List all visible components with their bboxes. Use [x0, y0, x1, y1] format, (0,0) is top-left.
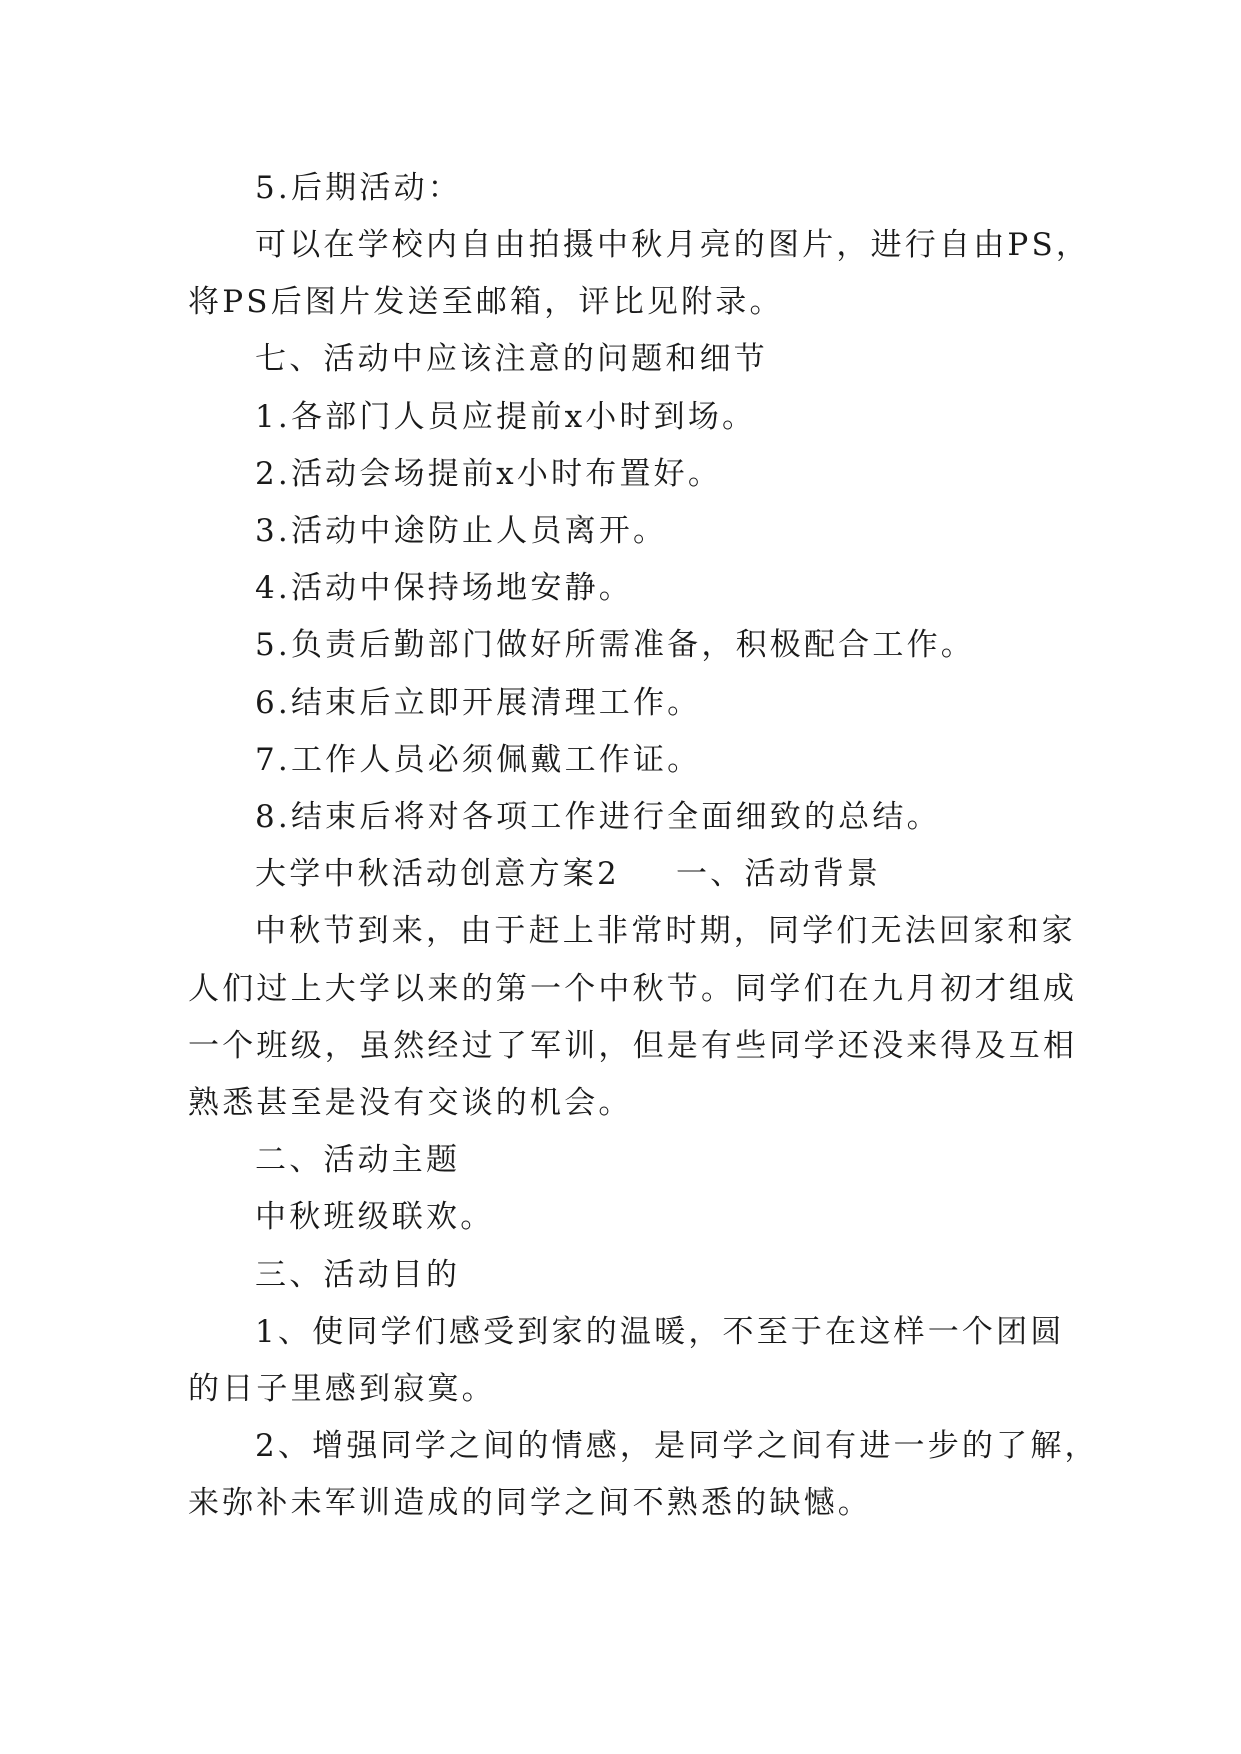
- paragraph-line: 可以在学校内自由拍摄中秋月亮的图片，进行自由PS，: [255, 227, 1091, 263]
- paragraph-line: 熟悉甚至是没有交谈的机会。: [188, 1085, 633, 1121]
- list-item: 6.结束后立即开展清理工作。: [255, 685, 702, 721]
- paragraph-line: 来弥补未军训造成的同学之间不熟悉的缺憾。: [188, 1485, 872, 1521]
- list-item: 1.各部门人员应提前x小时到场。: [255, 399, 757, 435]
- paragraph-line: 的日子里感到寂寞。: [188, 1371, 496, 1407]
- section-heading: 七、活动中应该注意的问题和细节: [255, 341, 768, 377]
- plan-title: 大学中秋活动创意方案2: [255, 856, 620, 892]
- paragraph-line: 中秋节到来，由于赶上非常时期，同学们无法回家和家: [255, 913, 1076, 949]
- list-item: 2.活动会场提前x小时布置好。: [255, 456, 723, 492]
- section-heading: 三、活动目的: [255, 1257, 461, 1293]
- plan-title-line: [255, 854, 881, 894]
- list-item: 8.结束后将对各项工作进行全面细致的总结。: [255, 799, 941, 835]
- list-item: 7.工作人员必须佩戴工作证。: [255, 742, 702, 778]
- list-item: 5.负责后勤部门做好所需准备，积极配合工作。: [255, 627, 975, 663]
- section-heading: 一、活动背景: [675, 856, 882, 892]
- paragraph-line: 2、增强同学之间的情感，是同学之间有进一步的了解，: [255, 1428, 1099, 1464]
- paragraph-line: 中秋班级联欢。: [255, 1199, 495, 1235]
- paragraph-line: 一个班级，虽然经过了军训，但是有些同学还没来得及互相: [188, 1028, 1078, 1064]
- paragraph-line: 1、使同学们感受到家的温暖，不至于在这样一个团圆: [255, 1314, 1065, 1350]
- paragraph-line: 人们过上大学以来的第一个中秋节。同学们在九月初才组成: [188, 971, 1078, 1007]
- section-heading: 二、活动主题: [255, 1142, 461, 1178]
- list-item: 4.活动中保持场地安静。: [255, 570, 633, 606]
- heading-later-activity: 5.后期活动：: [255, 170, 462, 206]
- list-item: 3.活动中途防止人员离开。: [255, 513, 668, 549]
- paragraph-line: 将PS后图片发送至邮箱，评比见附录。: [188, 284, 784, 320]
